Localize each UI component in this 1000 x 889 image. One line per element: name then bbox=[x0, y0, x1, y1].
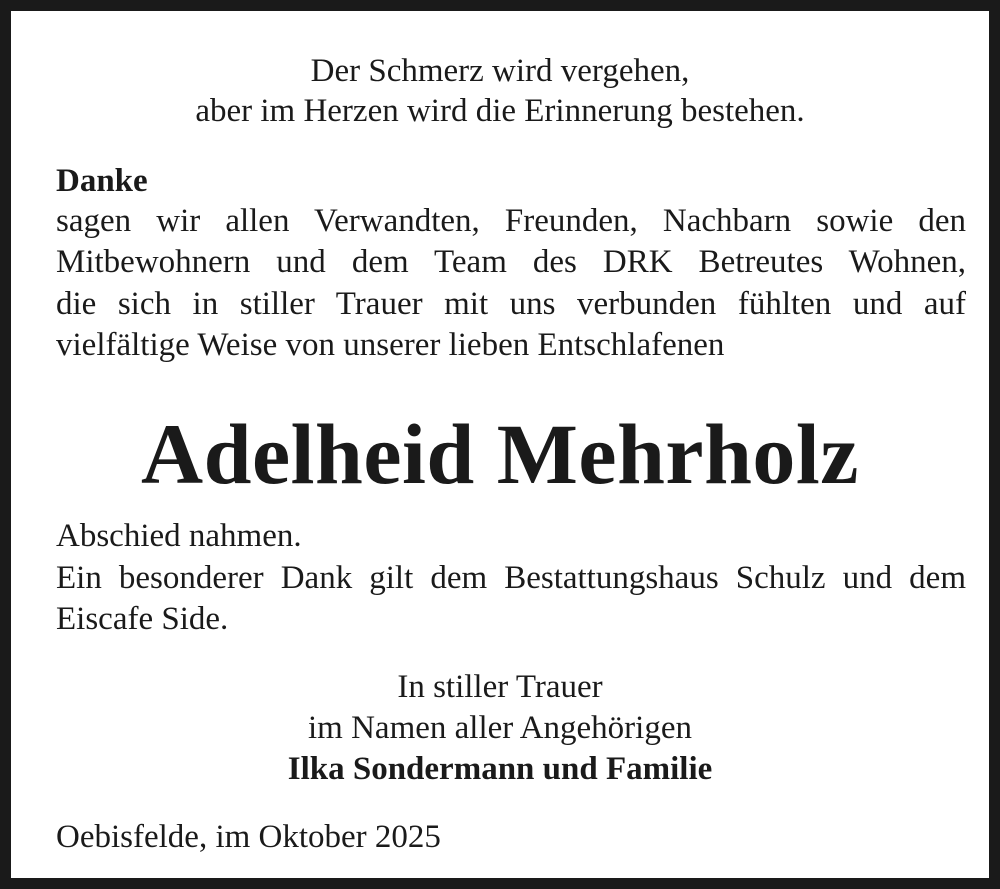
signature-line-1: In stiller Trauer bbox=[397, 669, 603, 705]
thanks-line: Mitbewohnern und dem Team des DRK Betreutes Wohnen, bbox=[56, 244, 966, 280]
thanks-line: sagen wir allen Verwandten, Freunden, Nachbarn sowie den bbox=[56, 203, 966, 239]
motto-line-1: Der Schmerz wird vergehen, bbox=[310, 53, 690, 89]
thanks-line: die sich in stiller Trauer mit uns verbunden fühlten und auf bbox=[56, 286, 966, 322]
deceased-name: Adelheid Mehrholz bbox=[141, 406, 859, 502]
farewell-line-1: Abschied nahmen. bbox=[56, 518, 302, 554]
place-date: Oebisfelde, im Oktober 2025 bbox=[56, 819, 441, 855]
motto-line-2: aber im Herzen wird die Erinnerung bestehen. bbox=[195, 93, 805, 129]
farewell-line-3: Eiscafe Side. bbox=[56, 601, 229, 637]
thanks-line: vielfältige Weise von unserer lieben Entschlafenen bbox=[56, 327, 725, 363]
farewell-line-2: Ein besonderer Dank gilt dem Bestattungshaus Schulz und dem bbox=[56, 560, 966, 596]
signature-line-2: im Namen aller Angehörigen bbox=[308, 710, 692, 746]
signature-family: Ilka Sondermann und Familie bbox=[287, 751, 713, 787]
thanks-heading: Danke bbox=[56, 163, 148, 199]
